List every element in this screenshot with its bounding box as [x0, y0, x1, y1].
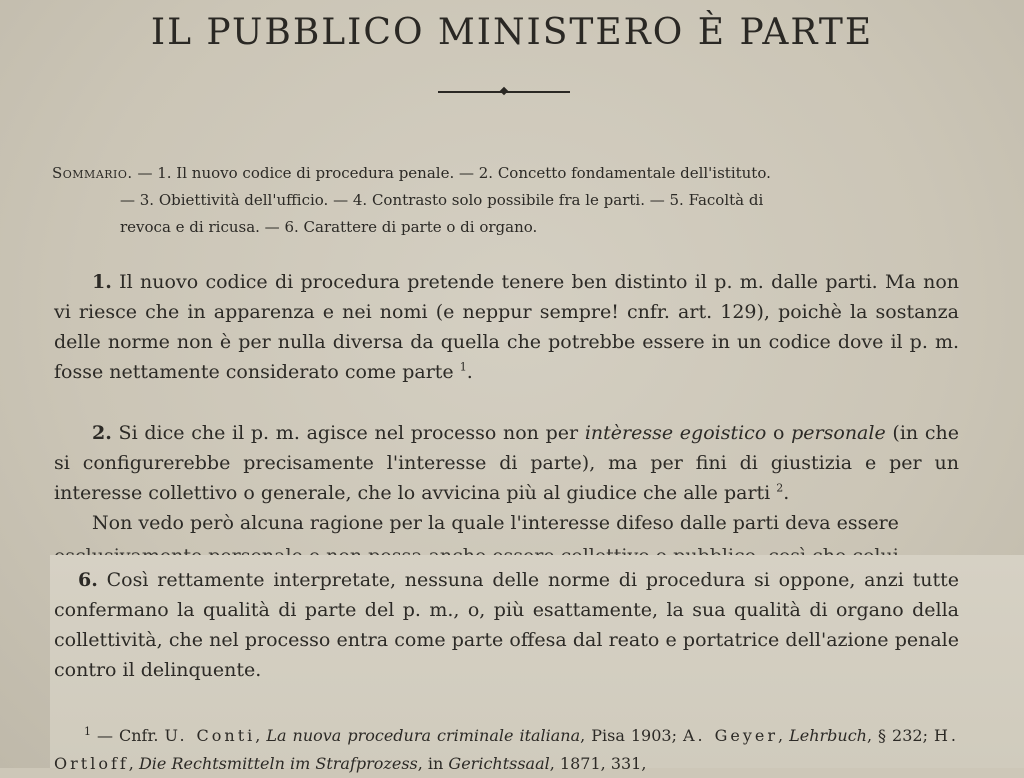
footnote-1-lead: — Cnfr.: [91, 726, 165, 745]
footnote-separator-1: ,: [255, 726, 267, 745]
summary-line-3: revoca e di ricusa. — 6. Carattere di parte o di organo.: [120, 218, 538, 236]
title-ornament: [438, 89, 570, 95]
footnote-mark-1[interactable]: 1: [459, 360, 467, 374]
footnote-work-1: La nuova procedura criminale italiana: [266, 726, 581, 745]
paragraph-6: [54, 565, 959, 685]
footnote-mid-2: , § 232;: [866, 726, 934, 745]
footnote-work-4: Gerichtssaal: [448, 754, 550, 773]
summary-line-2: — 3. Obiettività dell'ufficio. — 4. Contrasto solo possibile fra le parti. — 5. Facoltà di: [120, 191, 764, 209]
footnote-mid-1: , Pisa 1903;: [580, 726, 683, 745]
paragraph-2-text-c: (in che si configurerebbe precisamente l'interesse di parte), ma per fini di giustizia e per un interesse collettivo o generale, che lo avvicina più al giudice che alle parti: [54, 422, 959, 504]
ornament-diamond-icon: [500, 87, 508, 95]
footnote-author-1: U. Conti: [164, 726, 256, 745]
paragraph-2-text-a: Si dice che il p. m. agisce nel processo non per: [111, 422, 585, 444]
chapter-title: IL PUBBLICO MINISTERO È PARTE: [150, 12, 874, 53]
footnote-tail: , 1871, 331,: [549, 754, 647, 773]
summary-line-1: — 1. Il nuovo codice di procedura penale. — 2. Concetto fondamentale dell'istituto.: [132, 164, 771, 182]
footnote-author-2: A. Geyer: [682, 726, 779, 745]
paragraph-2: [54, 418, 959, 508]
footnote-separator-3: ,: [128, 754, 139, 773]
cut-off-line: [54, 541, 959, 555]
paragraph-2-number: 2.: [92, 422, 112, 444]
paragraph-6-number: 6.: [78, 569, 98, 591]
paragraph-2-continuation: [54, 508, 959, 538]
paragraph-2-end: .: [783, 482, 790, 504]
paragraph-2-continuation-text: Non vedo però alcuna ragione per la quale l'interesse difeso dalle parti deva essere: [92, 512, 899, 534]
paragraph-1-text: Il nuovo codice di procedura pretende tenere ben distinto il p. m. dalle parti. Ma non vi riesce che in apparenza e nei nomi (e neppur sempre! cnfr. art. 129), poichè la sostanza delle norme non è per nulla diversa da quella che potrebbe essere in un codice dove il p. m. fosse nettamente considerato come parte: [54, 271, 959, 383]
paragraph-2-text-b: o: [766, 422, 792, 444]
footnote-mid-3: , in: [417, 754, 449, 773]
chapter-summary: [52, 160, 957, 241]
paragraph-2-italic-b: personale: [791, 422, 886, 444]
footnote-author-3: H. Ortloff: [54, 726, 960, 773]
paragraph-1-number: 1.: [92, 271, 112, 293]
paragraph-6-text: Così rettamente interpretate, nessuna delle norme di procedura si oppone, anzi tutte confermano la qualità di parte del p. m., o, più esattamente, la sua qualità di organo della collettività, che nel processo entra come parte offesa dal reato e portatrice dell'azione penale contro il delinquente.: [54, 569, 959, 681]
footnote-mark-2[interactable]: 2: [776, 481, 784, 495]
footnote-1: [54, 722, 959, 778]
footnote-work-3: Die Rechtsmitteln im Strafprozess: [138, 754, 418, 773]
footnote-1-mark: 1: [84, 724, 91, 738]
paragraph-1-end: .: [466, 361, 473, 383]
summary-label: Sommario.: [52, 164, 133, 182]
paragraph-1: [54, 267, 959, 387]
footnote-separator-2: ,: [778, 726, 790, 745]
paragraph-2-italic-a: intèresse egoistico: [584, 422, 767, 444]
footnote-work-2: Lehrbuch: [789, 726, 867, 745]
